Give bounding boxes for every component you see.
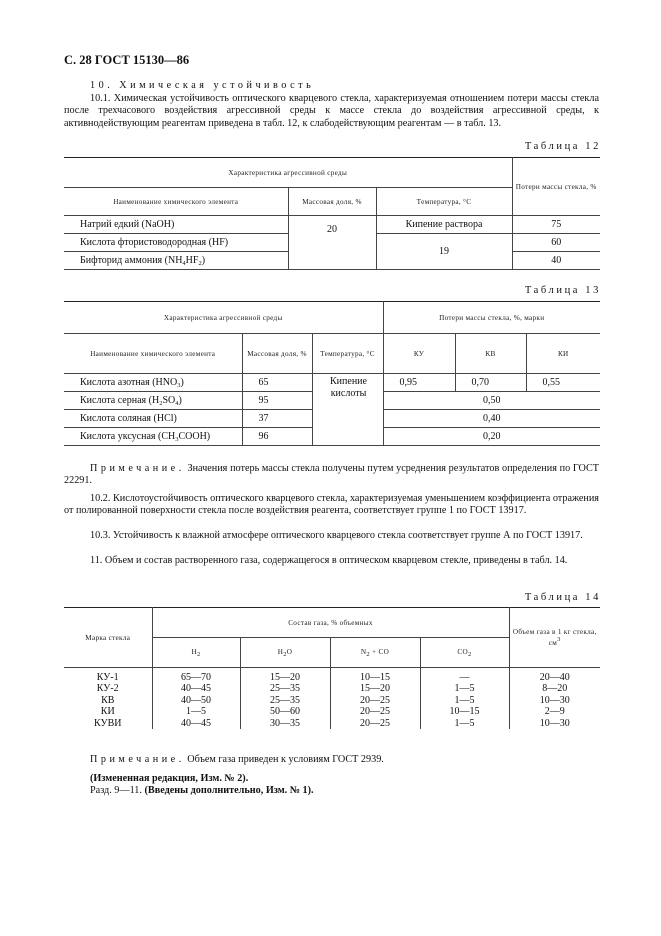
table14-h2o: 50—60 bbox=[240, 706, 330, 718]
table13-group-header: Характеристика агрессивной среды bbox=[64, 302, 383, 334]
table13-merged-value: 0,20 bbox=[383, 428, 600, 446]
section-note: Разд. 9—11. (Введены дополнительно, Изм. № 1). bbox=[90, 785, 314, 796]
table14-co2: 1—5 bbox=[420, 718, 509, 730]
table13-mass: 37 bbox=[242, 410, 312, 428]
table14-row bbox=[64, 695, 600, 707]
table14-volume: 2—9 bbox=[509, 706, 600, 718]
table14-grade: КУ-2 bbox=[64, 683, 152, 695]
table14-n2co: 20—25 bbox=[330, 695, 420, 707]
table13-merged-value: 0,50 bbox=[383, 392, 600, 410]
table14-col-co2: CO2 bbox=[420, 638, 509, 668]
table-14 bbox=[64, 607, 600, 729]
table13-row-name: Кислота уксусная $(CH_3COOH)$ bbox=[64, 428, 242, 446]
table14-co2: 1—5 bbox=[420, 695, 509, 707]
table13-ki: 0,55 bbox=[526, 374, 600, 392]
table12-caption: Таблица 12 bbox=[524, 141, 601, 152]
table12-group-header: Характеристика агрессивной среды bbox=[64, 158, 512, 188]
table14-row bbox=[64, 718, 600, 730]
table14-n2co: 15—20 bbox=[330, 683, 420, 695]
table12-col-loss: Потери массы стекла, % bbox=[512, 158, 600, 216]
table13-col-ki: КИ bbox=[526, 334, 600, 374]
note-2: Примечание. Объем газа приведен к условиям ГОСТ 2939. bbox=[90, 754, 384, 765]
table13-col-temp: Температура, °С bbox=[312, 334, 383, 374]
table12-row-name: Кислота фтористоводородная (HF) bbox=[64, 234, 288, 252]
table12-loss: 60 bbox=[512, 234, 600, 252]
table12-loss: 40 bbox=[512, 252, 600, 270]
table14-grade: КУ-1 bbox=[64, 672, 152, 684]
table14-co2: — bbox=[420, 672, 509, 684]
amendment-note: (Измененная редакция, Изм. № 2). bbox=[90, 773, 249, 784]
table14-volume: 20—40 bbox=[509, 672, 600, 684]
table12-col-temp: Температура, °С bbox=[376, 188, 512, 216]
table14-co2: 1—5 bbox=[420, 683, 509, 695]
paragraph-11: 11. Объем и состав растворенного газа, содержащегося в оптическом кварцевом стекле, приведены в табл. 14. bbox=[90, 555, 568, 566]
table12-row-name: Бифторид аммония $(NH_4HF_2)$ bbox=[64, 252, 288, 270]
table14-volume: 8—20 bbox=[509, 683, 600, 695]
table13-col-mass: Массовая доля, % bbox=[242, 334, 312, 374]
table-12 bbox=[64, 157, 600, 270]
table13-col-name: Наименование химического элемента bbox=[64, 334, 242, 374]
table13-mass: 96 bbox=[242, 428, 312, 446]
table12-col-name: Наименование химического элемента bbox=[64, 188, 288, 216]
table14-col-h2: H2 bbox=[152, 638, 240, 668]
paragraph-10-3: 10.3. Устойчивость к влажной атмосфере оптического кварцевого стекла соответствует группе А по ГОСТ 13917. bbox=[90, 530, 583, 541]
table13-col-kv: КВ bbox=[455, 334, 526, 374]
table14-h2: 40—50 bbox=[152, 695, 240, 707]
table13-loss-header: Потери массы стекла, %, марки bbox=[383, 302, 600, 334]
table14-co2: 10—15 bbox=[420, 706, 509, 718]
table13-row-name: Кислота серная $(H_2SO_4)$ bbox=[64, 392, 242, 410]
table13-col-ku: КУ bbox=[383, 334, 455, 374]
table13-mass: 95 bbox=[242, 392, 312, 410]
table14-h2o: 25—35 bbox=[240, 683, 330, 695]
table14-h2: 40—45 bbox=[152, 718, 240, 730]
table14-volume: 10—30 bbox=[509, 695, 600, 707]
table14-row bbox=[64, 706, 600, 718]
table13-caption: Таблица 13 bbox=[524, 285, 601, 296]
table14-h2: 1—5 bbox=[152, 706, 240, 718]
table14-h2o: 25—35 bbox=[240, 695, 330, 707]
table14-grade: КИ bbox=[64, 706, 152, 718]
table13-ku: 0,95 bbox=[383, 374, 455, 392]
table14-caption: Таблица 14 bbox=[524, 592, 601, 603]
table12-col-mass: Массовая доля, % bbox=[288, 188, 376, 216]
table14-grade: КВ bbox=[64, 695, 152, 707]
table14-grade: КУВИ bbox=[64, 718, 152, 730]
table14-n2co: 20—25 bbox=[330, 718, 420, 730]
table14-group-header: Состав газа, % объемных bbox=[152, 608, 509, 638]
table14-n2co: 10—15 bbox=[330, 672, 420, 684]
table14-col-n2co: N2 + CO bbox=[330, 638, 420, 668]
section-title: 10. Химическая устойчивость bbox=[90, 80, 315, 91]
table13-temp-merged: Кипение кислоты bbox=[312, 374, 383, 446]
table13-merged-value: 0,40 bbox=[383, 410, 600, 428]
table14-n2co: 20—25 bbox=[330, 706, 420, 718]
table12-row-name: Натрий едкий (NaOH) bbox=[64, 216, 288, 234]
table14-h2o: 30—35 bbox=[240, 718, 330, 730]
table14-row bbox=[64, 683, 600, 695]
table-13 bbox=[64, 301, 600, 446]
table14-h2: 40—45 bbox=[152, 683, 240, 695]
table13-kv: 0,70 bbox=[455, 374, 526, 392]
table12-temp-row1: Кипение раствора bbox=[376, 216, 512, 234]
table12-mass-merged: 20 bbox=[288, 216, 376, 270]
table14-col-h2o: H2O bbox=[240, 638, 330, 668]
table12-loss: 75 bbox=[512, 216, 600, 234]
paragraph-10-2: 10.2. Кислотоустойчивость оптического кварцевого стекла, характеризуемая уменьшением коэффициента отражения от полированной поверхности стекла после воздействия реагента, соответствует группе 1 по ГОСТ 13917. bbox=[64, 493, 599, 517]
table14-volume: 10—30 bbox=[509, 718, 600, 730]
page-header: С. 28 ГОСТ 15130—86 bbox=[64, 53, 190, 67]
table14-h2o: 15—20 bbox=[240, 672, 330, 684]
table14-h2: 65—70 bbox=[152, 672, 240, 684]
table13-row-name: Кислота соляная (HCl) bbox=[64, 410, 242, 428]
table13-row-name: Кислота азотная $(HNO_3)$ bbox=[64, 374, 242, 392]
table12-temp-merged: 19 bbox=[376, 234, 512, 270]
table13-mass: 65 bbox=[242, 374, 312, 392]
table14-col-grade: Марка стекла bbox=[64, 608, 152, 668]
note-1: Примечание. Значения потерь массы стекла получены путем усреднения результатов определения по ГОСТ 22291. bbox=[64, 463, 600, 487]
paragraph-10-1: 10.1. Химическая устойчивость оптического кварцевого стекла, характеризуемая отношением потери массы стекла после трехчасового воздействия агрессивной среды к массе стекла до воздействия агрессивной среды, к активнодействующим реагентам приведена в табл. 12, к слабодействующим реагентам — в табл. 13. bbox=[64, 93, 599, 129]
table14-row bbox=[64, 672, 600, 684]
table14-col-volume: Объем газа в 1 кг стекла, см3 bbox=[509, 608, 600, 668]
